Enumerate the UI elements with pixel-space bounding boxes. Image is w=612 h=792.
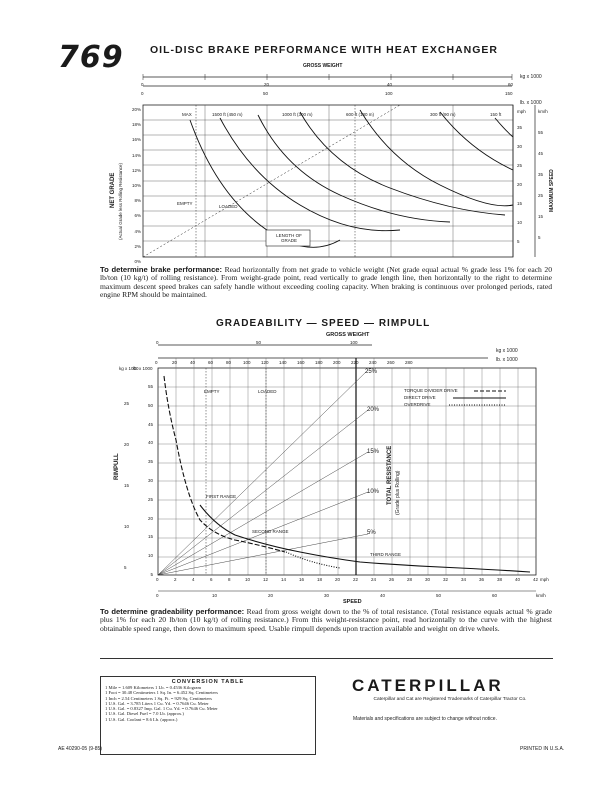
brake-kg-tick-4: 40: [387, 82, 393, 87]
curve-label-1000: 1000 ft (300 m): [282, 112, 313, 117]
rim-lb-label: lb. x 1000: [133, 366, 153, 371]
total-resistance-sub: (Grade plus Rolling): [395, 470, 401, 515]
printed-in: PRINTED IN U.S.A.: [520, 746, 565, 752]
curve-label-300: 300 ft (90 m): [430, 112, 456, 117]
length-of-grade-label: LENGTH OF GRADE: [276, 233, 302, 243]
model-number: 769: [58, 40, 124, 75]
brake-lb-label: lb. x 1000: [520, 100, 542, 106]
brake-lb-tick-2: 50: [263, 91, 269, 96]
brake-kg-tick-0: 0: [141, 82, 144, 87]
rim-kg-label: kg x 1000: [119, 366, 139, 371]
curve-label-600: 600 ft (180 m): [346, 112, 375, 117]
grade-kg-tick-4: 100: [350, 340, 358, 345]
brake-instructions: To determine brake performance: Read horizontally from net grade to vehicle weight (Net grade equal actual % grade less 1% for each 20 lb/ton (10 kg/t) of rolling resistance). From weight-grade point, read vertically to grade length line, then horizontally to the right to determine maximum descent speed brakes can safely handle without exceeding cooling capacity. When braking is continuous over prolonged periods, rated engine RPM should be maintained.: [100, 265, 552, 300]
conversion-row: 1 U.S. Gal. = 0.8327 Imp. Gal. 1 Cu. Yd. = 0.7646 Cu. Meter: [105, 706, 218, 712]
brake-lb-tick-4: 100: [385, 91, 393, 96]
grade-kg-label: kg x 1000: [496, 348, 518, 354]
conversion-table: [100, 676, 316, 755]
brake-gross-weight-label: GROSS WEIGHT: [303, 63, 343, 69]
pct-15: 15%: [367, 449, 380, 455]
spec-note: Materials and specifications are subject to change without notice.: [353, 716, 497, 722]
brake-kg-tick-6: 60: [508, 82, 514, 87]
pct-25: 25%: [365, 369, 378, 375]
pct-5: 5%: [367, 530, 376, 536]
conversion-row: 1 U.S. Gal. Diesel Fuel = 7.0 Lb. (approx.): [105, 711, 184, 717]
brake-lb-tick-0: 0: [141, 91, 144, 96]
conversion-row: 1 U.S. Gal. = 3.785 Liters 1 Cu. Yd. = 0.7646 Cu. Meter: [105, 700, 209, 706]
brake-kg-tick-2: 20: [264, 82, 270, 87]
trademark-note: Caterpillar and Cat are Registered Trademarks of Caterpillar Tractor Co.: [373, 697, 527, 702]
brake-empty-label: EMPTY: [177, 201, 193, 206]
legend-direct-drive: DIRECT DRIVE: [404, 395, 436, 400]
gradeability-instructions: To determine gradeability performance: Read from gross weight down to the % of total resistance. (Total resistance equals actual % grade plus 1% for each 20 lb/ton (10 kg/t) of rolling resistance.) From this weight-resistance point, read horizontally to the curve with the highest obtainable speed range, then down to maximum speed. Usable rimpull depends upon traction available and weight on drive wheels.: [100, 607, 552, 633]
brake-kmh-ticks: 55 45 35 25 15 5: [538, 130, 544, 240]
kmh-label: km/h: [536, 593, 546, 598]
conversion-row: 1 U.S. Gal. Coolant = 8.6 Lb. (approx.): [105, 716, 178, 722]
curve-label-max: MAX: [182, 112, 192, 117]
rim-lb-ticks: 55 50 45 40 35 30 25 20 15 10 5: [147, 384, 153, 577]
curve-label-150: 150 ft: [490, 112, 502, 117]
max-speed-label: MAXIMUM SPEED: [549, 169, 555, 212]
third-range-label: THIRD RANGE: [370, 552, 402, 557]
first-range-label: FIRST RANGE: [206, 494, 237, 499]
second-range-label: SECOND RANGE: [252, 529, 289, 534]
brake-mph-label: mph: [517, 109, 526, 114]
brake-kmh-label: km/h: [538, 109, 548, 114]
gradeability-title: GRADEABILITY — SPEED — RIMPULL: [216, 318, 431, 329]
mph-label: mph: [540, 577, 549, 582]
grade-kg-tick-0: 0: [156, 340, 159, 345]
grade-loaded-label: LOADED: [258, 389, 277, 394]
rim-kg-ticks: 25 20 15 10 5: [124, 401, 130, 570]
page-title: OIL-DISC BRAKE PERFORMANCE WITH HEAT EXCHANGER: [150, 44, 498, 56]
brake-grade-ticks: 20% 18% 16% 14% 12% 10% 8% 6% 4% 2% 0%: [131, 107, 141, 265]
total-resistance-label: TOTAL RESISTANCE: [387, 445, 393, 505]
conversion-row: 1 Foot = 30.48 Centimeters 1 Sq. In. = 6.452 Sq. Centimeters: [105, 690, 218, 696]
brake-mph-ticks: 35 30 25 20 15 10 5: [517, 125, 523, 244]
net-grade-label: NET GRADE: [110, 172, 116, 208]
grade-lb-label: lb. x 1000: [496, 357, 518, 363]
pct-20: 20%: [367, 407, 380, 413]
conversion-row: 1 Inch = 2.54 Centimeters 1 Sq. Ft. = 929 Sq. Centimeters: [105, 695, 212, 701]
rimpull-label: RIMPULL: [114, 453, 120, 480]
form-code: AE 40290-05 (9-85): [58, 746, 102, 752]
legend-torque-divider: TORQUE DIVIDER DRIVE: [404, 388, 458, 393]
brake-loaded-label: LOADED: [219, 204, 238, 209]
grade-gross-weight-label: GROSS WEIGHT: [326, 332, 370, 338]
grade-empty-label: EMPTY: [204, 389, 220, 394]
conversion-row: 1 Mile = 1.609 Kilometers 1 Lb. = 0.4536 Kilogram: [105, 685, 202, 690]
brake-lb-tick-6: 150: [505, 91, 513, 96]
grade-kg-tick-2: 50: [256, 340, 262, 345]
legend-overdrive: OVERDRIVE: [404, 402, 431, 407]
divider: [100, 658, 553, 659]
curve-label-1500: 1500 ft (450 m): [212, 112, 243, 117]
speed-label: SPEED: [343, 599, 362, 605]
caterpillar-logo: CATERPILLAR: [352, 676, 504, 695]
brake-kg-label: kg x 1000: [520, 74, 542, 80]
pct-10: 10%: [367, 489, 380, 495]
net-grade-sub: (Actual Grade less Rolling Resistance): [118, 162, 123, 240]
conversion-title: CONVERSION TABLE: [171, 679, 245, 685]
